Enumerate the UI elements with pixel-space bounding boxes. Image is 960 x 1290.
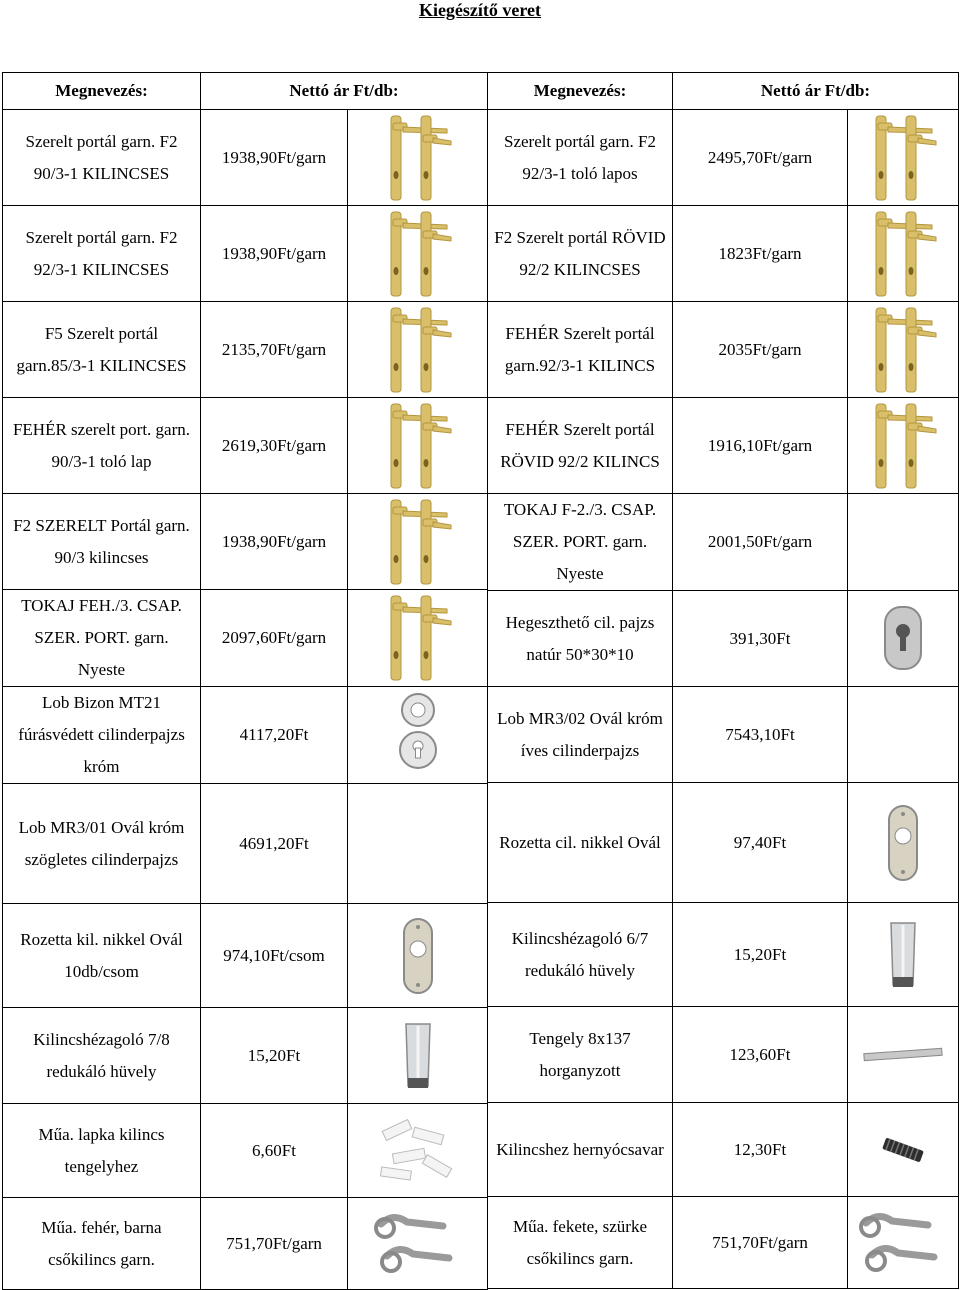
- table-row: [488, 1007, 959, 1103]
- product-image: [348, 687, 488, 784]
- product-name: [3, 1104, 201, 1198]
- product-name: [488, 1197, 673, 1289]
- product-image: [848, 687, 959, 783]
- door-handle-plate-icon: [348, 497, 487, 587]
- product-price-text: 2135,70Ft/garn: [221, 339, 327, 359]
- table-row: [3, 784, 488, 904]
- product-price: [201, 110, 348, 206]
- product-name: [488, 687, 673, 783]
- catalog-table-right: [487, 72, 959, 1289]
- door-handle-plate-icon: [348, 209, 487, 299]
- product-name-text: Műa. fekete, szürke csőkilincs garn.: [512, 1216, 648, 1268]
- product-price: [673, 903, 848, 1007]
- product-price: [673, 1197, 848, 1289]
- product-price: [673, 110, 848, 206]
- table-row: [488, 302, 959, 398]
- product-price-text: 2619,30Ft/garn: [221, 435, 327, 455]
- product-image: [848, 903, 959, 1007]
- table-row: [488, 1103, 959, 1197]
- product-image: [348, 784, 488, 904]
- door-handle-plate-icon: [848, 305, 958, 395]
- product-name-text: Rozetta kil. nikkel Ovál 10db/csom: [20, 929, 183, 981]
- product-name-text: Szerelt portál garn. F2 92/3-1 KILINCSES: [25, 227, 178, 279]
- product-image: [348, 590, 488, 687]
- table-row: [3, 398, 488, 494]
- plastic-washers-icon: [348, 1111, 487, 1191]
- reducer-sleeve-icon: [348, 1016, 487, 1096]
- product-name: [3, 784, 201, 904]
- product-image: [848, 302, 959, 398]
- product-name-text: Műa. lapka kilincs tengelyhez: [38, 1124, 165, 1176]
- catalog-table-left: [2, 72, 488, 1290]
- table-row: [488, 494, 959, 591]
- product-name: [488, 591, 673, 687]
- page-title: Kiegészítő veret: [418, 0, 542, 20]
- product-image: [848, 1007, 959, 1103]
- product-price: [673, 591, 848, 687]
- product-name-text: Műa. fehér, barna csőkilincs garn.: [41, 1217, 162, 1269]
- product-name: [3, 1198, 201, 1290]
- product-image: [848, 1103, 959, 1197]
- product-name-text: TOKAJ F-2./3. CSAP. SZER. PORT. garn. Nyeste: [503, 500, 657, 583]
- table-row: [3, 1104, 488, 1198]
- product-name-text: Szerelt portál garn. F2 90/3-1 KILINCSES: [25, 131, 178, 183]
- product-name-text: Hegeszthető cil. pajzs natúr 50*30*10: [505, 612, 655, 664]
- door-handle-plate-icon: [348, 593, 487, 683]
- product-name-text: F2 Szerelt portál RÖVID 92/2 KILINCSES: [494, 227, 666, 279]
- product-name: [488, 1103, 673, 1197]
- header-name: Megnevezés:: [3, 73, 201, 110]
- door-handle-plate-icon: [348, 401, 487, 491]
- product-name-text: F2 SZERELT Portál garn. 90/3 kilincses: [13, 515, 190, 567]
- door-handle-plate-icon: [348, 113, 487, 203]
- product-name-text: Kilincshézagoló 6/7 redukáló hüvely: [511, 928, 649, 980]
- product-price-text: 2001,50Ft/garn: [707, 532, 813, 551]
- header-name: Megnevezés:: [488, 73, 673, 110]
- product-price: [673, 206, 848, 302]
- product-price: [201, 494, 348, 590]
- door-handle-plate-icon: [348, 305, 487, 395]
- product-price: [673, 398, 848, 494]
- product-price: [201, 1008, 348, 1104]
- table-row: [488, 110, 959, 206]
- table-row: [488, 1197, 959, 1289]
- table-header-row: [3, 73, 488, 110]
- product-name-text: F5 Szerelt portál garn.85/3-1 KILINCSES: [16, 323, 187, 375]
- table-row: [3, 1198, 488, 1290]
- product-name-text: Kilincshez hernyócsavar: [496, 1139, 664, 1159]
- product-price: [201, 206, 348, 302]
- product-name: [3, 1008, 201, 1104]
- product-price-text: 2495,70Ft/garn: [707, 147, 813, 167]
- product-price: [673, 302, 848, 398]
- product-name-text: FEHÉR Szerelt portál garn.92/3-1 KILINCS: [504, 323, 656, 375]
- product-image: [348, 398, 488, 494]
- product-price-text: 2097,60Ft/garn: [221, 628, 327, 647]
- product-name-text: Tengely 8x137 horganyzott: [529, 1028, 631, 1080]
- table-row: [3, 110, 488, 206]
- table-row: [488, 903, 959, 1007]
- product-price-text: 4691,20Ft: [239, 833, 309, 853]
- product-price-text: 15,20Ft: [247, 1045, 301, 1065]
- product-name: [488, 783, 673, 903]
- product-name: [3, 302, 201, 398]
- product-price-text: 97,40Ft: [733, 832, 787, 852]
- product-price-text: 12,30Ft: [733, 1139, 787, 1159]
- table-row: [488, 206, 959, 302]
- product-name-text: Rozetta cil. nikkel Ovál: [499, 832, 661, 852]
- table-row: [488, 398, 959, 494]
- product-price: [673, 494, 848, 591]
- product-price: [201, 398, 348, 494]
- table-row: [3, 590, 488, 687]
- product-price: [201, 784, 348, 904]
- oval-rosette-icon: [848, 798, 958, 888]
- product-name: [488, 903, 673, 1007]
- product-name: [3, 590, 201, 687]
- product-price: [673, 783, 848, 903]
- product-name: [3, 206, 201, 302]
- table-row: [3, 687, 488, 784]
- product-price-text: 974,10Ft/csom: [223, 945, 325, 965]
- product-price: [201, 1198, 348, 1290]
- product-image: [848, 783, 959, 903]
- product-name: [488, 398, 673, 494]
- product-price-text: 1823Ft/garn: [718, 243, 802, 263]
- spindle-rod-icon: [848, 1025, 958, 1085]
- product-name-text: FEHÉR szerelt port. garn. 90/3-1 toló lap: [12, 419, 191, 471]
- product-name: [3, 687, 201, 784]
- product-name-text: TOKAJ FEH./3. CSAP. SZER. PORT. garn. Nyeste: [21, 596, 182, 679]
- product-name-text: Kilincshézagoló 7/8 redukáló hüvely: [33, 1029, 170, 1081]
- product-price-text: 15,20Ft: [733, 944, 787, 964]
- header-price: Nettó ár Ft/db:: [673, 73, 959, 110]
- product-name: [3, 904, 201, 1008]
- oval-rosette-icon: [348, 911, 487, 1001]
- product-image: [348, 110, 488, 206]
- product-name: [3, 494, 201, 590]
- door-handle-plate-icon: [848, 113, 958, 203]
- product-price-text: 7543,10Ft: [725, 724, 795, 744]
- product-price-text: 751,70Ft/garn: [712, 1232, 808, 1252]
- reducer-sleeve-icon: [848, 915, 958, 995]
- table-row: [3, 302, 488, 398]
- product-price-text: 1938,90Ft/garn: [221, 147, 327, 167]
- product-price-text: 1916,10Ft/garn: [707, 435, 813, 455]
- product-image: [848, 494, 959, 591]
- door-handle-plate-icon: [848, 209, 958, 299]
- product-name: [3, 110, 201, 206]
- table-row: [3, 904, 488, 1008]
- product-price-text: 4117,20Ft: [239, 725, 309, 744]
- tube-handle-pair-icon: [848, 1203, 958, 1283]
- product-name: [488, 494, 673, 591]
- table-row: [488, 591, 959, 687]
- product-price-text: 1938,90Ft/garn: [221, 243, 327, 263]
- product-image: [848, 1197, 959, 1289]
- product-price: [201, 687, 348, 784]
- product-name: [488, 206, 673, 302]
- product-image: [348, 206, 488, 302]
- product-name: [3, 398, 201, 494]
- product-name-text: Lob MR3/01 Ovál króm szögletes cilinderpajzs: [18, 817, 185, 869]
- product-name-text: Szerelt portál garn. F2 92/3-1 toló lapos: [503, 131, 656, 183]
- product-price-text: 391,30Ft: [729, 628, 791, 648]
- header-price: Nettó ár Ft/db:: [201, 73, 488, 110]
- product-price: [673, 1007, 848, 1103]
- product-image: [348, 302, 488, 398]
- table-row: [488, 783, 959, 903]
- product-image: [348, 904, 488, 1008]
- product-image: [848, 206, 959, 302]
- weldable-cylinder-plate-icon: [848, 599, 958, 679]
- product-price-text: 6,60Ft: [252, 1140, 296, 1160]
- product-image: [348, 1104, 488, 1198]
- table-row: [3, 206, 488, 302]
- round-cylinder-rosette-icon: [348, 690, 487, 780]
- table-row: [3, 1008, 488, 1104]
- product-price: [201, 1104, 348, 1198]
- product-image: [848, 110, 959, 206]
- product-price: [673, 687, 848, 783]
- product-price: [201, 302, 348, 398]
- product-name-text: Lob MR3/02 Ovál króm íves cilinderpajzs: [497, 708, 663, 760]
- table-row: [488, 687, 959, 783]
- tube-handle-pair-icon: [348, 1204, 487, 1284]
- product-image: [348, 494, 488, 590]
- product-image: [848, 398, 959, 494]
- product-name: [488, 1007, 673, 1103]
- product-image: [348, 1198, 488, 1290]
- product-price-text: 1938,90Ft/garn: [221, 531, 327, 551]
- door-handle-plate-icon: [848, 401, 958, 491]
- product-name: [488, 302, 673, 398]
- table-row: [3, 494, 488, 590]
- product-name-text: FEHÉR Szerelt portál RÖVID 92/2 KILINCS: [500, 419, 660, 471]
- product-name: [488, 110, 673, 206]
- product-image: [348, 1008, 488, 1104]
- table-header-row: [488, 73, 959, 110]
- product-price-text: 2035Ft/garn: [718, 339, 802, 359]
- product-price: [673, 1103, 848, 1197]
- product-price-text: 123,60Ft: [729, 1044, 791, 1064]
- product-price: [201, 904, 348, 1008]
- grub-screw-icon: [848, 1125, 958, 1175]
- product-price: [201, 590, 348, 687]
- product-name-text: Lob Bizon MT21 fúrásvédett cilinderpajzs króm: [18, 693, 185, 776]
- product-image: [848, 591, 959, 687]
- product-price-text: 751,70Ft/garn: [226, 1233, 322, 1253]
